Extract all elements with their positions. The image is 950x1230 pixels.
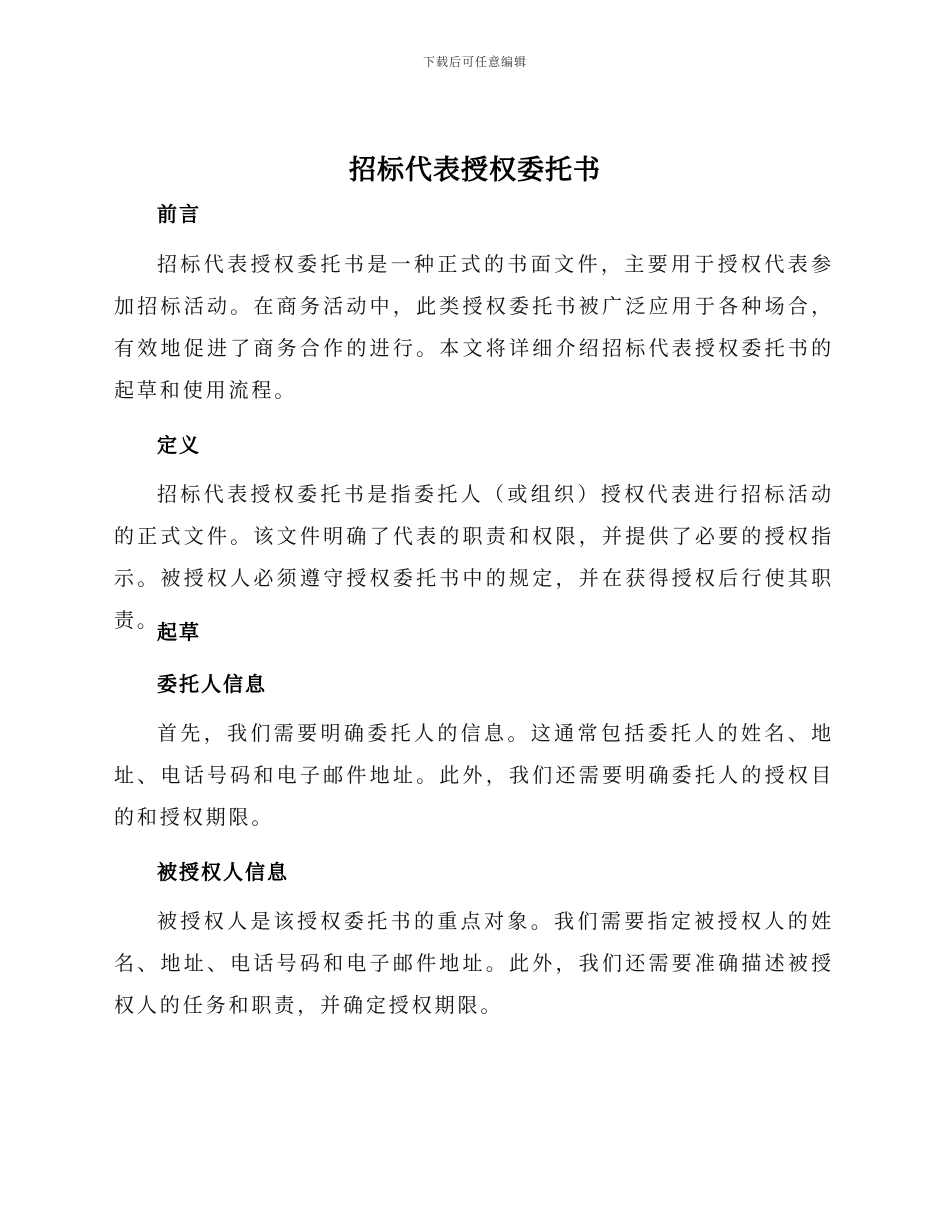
section-paragraph-preface: 招标代表授权委托书是一种正式的书面文件，主要用于授权代表参加招标活动。在商务活动中，此类授权委托书被广泛应用于各种场合，有效地促进了商务合作的进行。本文将详细介绍招标代表授权委托书的起草和使用流程。 bbox=[114, 252, 834, 402]
section-paragraph-definition: 招标代表授权委托书是指委托人（或组织）授权代表进行招标活动的正式文件。该文件明确了代表的职责和权限，并提供了必要的授权指示。被授权人必须遵守授权委托书中的规定，并在获得授权后行使其职责。 bbox=[114, 482, 834, 632]
section-paragraph-agent-info: 被授权人是该授权委托书的重点对象。我们需要指定被授权人的姓名、地址、电话号码和电子邮件地址。此外，我们还需要准确描述被授权人的任务和职责，并确定授权期限。 bbox=[114, 909, 834, 1017]
section-heading-definition: 定义 bbox=[157, 433, 201, 457]
section-heading-principal-info: 委托人信息 bbox=[157, 672, 267, 696]
section-heading-preface: 前言 bbox=[157, 202, 201, 226]
document-title: 招标代表授权委托书 bbox=[349, 155, 601, 186]
section-paragraph-principal-info: 首先，我们需要明确委托人的信息。这通常包括委托人的姓名、地址、电话号码和电子邮件地址。此外，我们还需要明确委托人的授权目的和授权期限。 bbox=[114, 721, 834, 829]
page-header: 下载后可任意编辑 bbox=[422, 55, 527, 69]
section-heading-drafting: 起草 bbox=[157, 620, 201, 644]
section-heading-agent-info: 被授权人信息 bbox=[157, 860, 289, 884]
